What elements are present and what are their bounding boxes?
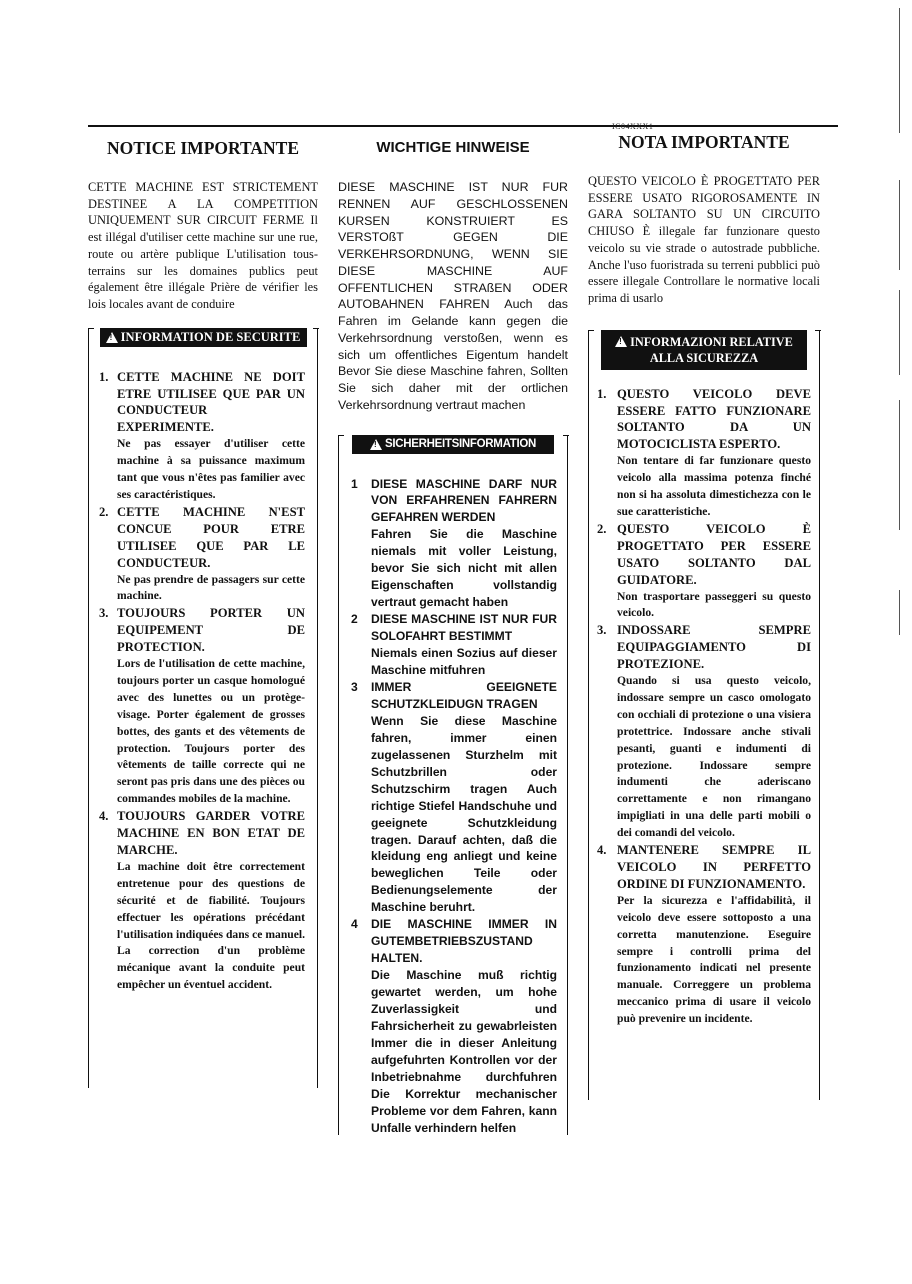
- safety-item: [597, 386, 811, 521]
- item-title: CETTE MACHINE N'EST CONCUE POUR ETRE UTILISEE QUE PAR LE CONDUCTEUR.: [117, 504, 305, 570]
- item-body: La machine doit être correctement entretenue pour des questions de sécurité et de fiabilité. Toujours effectuer les opérations précédant l'utilisation indiquées dans ce manuel. La correction d'un problème mécanique avant la conduite peut empêcher un éventuel accident.: [117, 859, 305, 992]
- safety-list: [339, 454, 567, 1137]
- item-body: Non trasportare passeggeri su questo veicolo.: [617, 589, 811, 620]
- item-number: 3: [351, 679, 358, 694]
- item-title: DIE MASCHINE IMMER IN GUTEMBETRIEBSZUSTAND HALTEN.: [371, 917, 557, 966]
- safety-banner-label: SICHERHEITSINFORMATION: [385, 438, 536, 450]
- safety-information-box: [588, 330, 820, 1100]
- item-title: IMMER GEEIGNETE SCHUTZKLEIDUGN TRAGEN: [371, 679, 557, 711]
- safety-item: [99, 808, 305, 994]
- item-title: CETTE MACHINE NE DOIT ETRE UTILISEE QUE PAR UN CONDUCTEUR EXPERIMENTE.: [117, 369, 305, 435]
- section-title: NOTICE IMPORTANTE: [106, 138, 300, 158]
- section-title: NOTA IMPORTANTE: [618, 132, 790, 152]
- safety-item: [99, 369, 305, 504]
- warning-triangle-icon: [106, 332, 118, 343]
- safety-list: [589, 370, 819, 1028]
- item-body: Die Maschine muß richtig gewartet werden, um hohe Zuverlassigkeit und Fahrsicherheit zu gewabrleisten Immer die in dieser Anleitung aufgefuhrten Kontrollen vor der Inbetriebnahme durchfuhren Die Korrektur mechanischer Probleme vor dem Fahren, kann Unfalle verhindern helfen: [371, 968, 557, 1135]
- item-body: Fahren Sie die Maschine niemals mit voller Leistung, bevor Sie sich nicht mit allen Eigenschaften vollstandig vertraut gemacht haben: [371, 527, 557, 610]
- item-number: 2.: [99, 504, 109, 519]
- item-title: TOUJOURS PORTER UN EQUIPEMENT DE PROTECTION.: [117, 606, 305, 655]
- scan-margin-line: [899, 590, 900, 635]
- item-number: 4.: [99, 809, 109, 824]
- item-number: 1.: [597, 386, 607, 401]
- item-body: Niemals einen Sozius auf dieser Maschine mitfuhren: [371, 646, 557, 677]
- safety-information-box: [88, 328, 318, 1088]
- safety-item: [597, 842, 811, 1028]
- item-number: 1.: [99, 369, 109, 384]
- section-title: WICHTIGE HINWEISE: [376, 139, 530, 156]
- column-german: [338, 128, 568, 1135]
- intro-paragraph: QUESTO VEICOLO È PROGETTATO PER ESSERE USATO RIGOROSAMENTE IN GARA SOLTANTO SU UN CIRCUITO CHIUSO È illegale far funzionare questo veicolo su vie strade o autostrade pubbliche. Anche l'uso fuoristrada su terreni pubblici può essere illegale Controllare le normative locali prima di usarlo: [588, 174, 820, 305]
- item-title: DIESE MASCHINE DARF NUR VON ERFAHRENEN FAHRERN GEFAHREN WERDEN: [371, 476, 557, 525]
- scan-margin-line: [899, 290, 900, 375]
- safety-banner: [352, 435, 554, 454]
- item-body: Per la sicurezza e l'affidabilità, il veicolo deve essere sottoposto a una corretta manutenzione. Eseguire sempre i controlli prima del funzionamento indicati nel presente manuale. Correggere un problema meccanico prima di usare il veicolo può prevenire un incidente.: [617, 893, 811, 1026]
- safety-item: [351, 476, 557, 612]
- safety-item: [351, 611, 557, 679]
- item-title: MANTENERE SEMPRE IL VEICOLO IN PERFETTO ORDINE DI FUNZIONAMENTO.: [617, 843, 811, 891]
- intro-paragraph: CETTE MACHINE EST STRICTEMENT DESTINEE A LA COMPETITION UNIQUEMENT SUR CIRCUIT FERME Il est illégal d'utiliser cette machine sur une rue, route ou artère publique L'utilisation tous-terrains sur les domaines publics peut également être illégale Prière de vérifier les lois locales avant de conduire: [88, 180, 318, 311]
- column-french: [88, 128, 318, 1088]
- safety-banner-label: INFORMATION DE SECURITE: [120, 329, 301, 344]
- safety-item: [597, 521, 811, 622]
- safety-banner: [100, 328, 307, 347]
- document-code: IC04XXX1: [612, 122, 654, 131]
- scan-margin-line: [899, 400, 900, 530]
- item-number: 2: [351, 612, 358, 627]
- warning-triangle-icon: [370, 439, 382, 450]
- item-title: DIESE MASCHINE IST NUR FUR SOLOFAHRT BESTIMMT: [371, 612, 557, 644]
- scan-margin-line: [899, 180, 900, 270]
- safety-banner-label: INFORMAZIONI RELATIVE: [630, 334, 793, 349]
- item-body: Non tentare di far funzionare questo veicolo alla massima potenza finché non si ha assoluta dimestichezza con le sue caratteristiche.: [617, 454, 811, 518]
- column-italian: [588, 122, 820, 1100]
- item-body: Ne pas prendre de passagers sur cette machine.: [117, 572, 305, 603]
- intro-paragraph: DIESE MASCHINE IST NUR FUR RENNEN AUF GESCHLOSSENEN KURSEN KONSTRUIERT ES VERSTOßT GEGEN DIE VERKEHRSORDNUNG, WENN SIE DIESE MASCHINE AUF OFFENTLICHEN STRAßEN ODER AUTOBAHNEN FAHREN Auch das Fahren im Gelande kann gegen die Verkehrsordnung verstoßen, wenn es sich um offentliches Eigentum handelt Bevor Sie diese Maschine fahren, Sollten Sie sich daher mit der ortlichen Verkehrsordnung vertraut machen: [338, 180, 568, 412]
- item-title: QUESTO VEICOLO DEVE ESSERE FATTO FUNZIONARE SOLTANTO DA UN MOTOCICLISTA ESPERTO.: [617, 386, 811, 452]
- safety-item: [99, 504, 305, 605]
- safety-information-box: [338, 435, 568, 1135]
- item-number: 2.: [597, 521, 607, 536]
- item-title: TOUJOURS GARDER VOTRE MACHINE EN BON ETAT DE MARCHE.: [117, 809, 305, 857]
- safety-item: [351, 916, 557, 1136]
- item-body: Lors de l'utilisation de cette machine, toujours porter un casque homologué avec des lunettes ou un protège-visage. Porter également de grosses bottes, des gants et des vêtements de protection. Toujours porter des vêtements de taille correcte qui ne seront pas pris dans une des pièces ou commandes mobiles de la machine.: [117, 657, 305, 806]
- item-number: 1: [351, 476, 358, 491]
- warning-triangle-icon: [615, 336, 627, 347]
- item-number: 3.: [597, 623, 607, 638]
- safety-banner-label-line2: ALLA SICUREZZA: [649, 350, 759, 365]
- safety-banner: [601, 330, 807, 370]
- safety-item: [597, 622, 811, 842]
- item-body: Wenn Sie diese Maschine fahren, immer einen zugelassenen Sturzhelm mit Schutzbrillen oder Schutzschirm tragen Auch richtige Stiefel Handschuhe und geeignete Schutzkleidung tragen. Darauf achten, daß die kleidung eng anliegt und keine beweglichen Teile oder Bedienungselemente der Maschine beruhrt.: [371, 713, 557, 915]
- item-title: INDOSSARE SEMPRE EQUIPAGGIAMENTO DI PROTEZIONE.: [617, 623, 811, 672]
- item-number: 4.: [597, 843, 607, 858]
- item-number: 3.: [99, 606, 109, 621]
- safety-item: [351, 679, 557, 916]
- safety-item: [99, 605, 305, 808]
- item-body: Quando si usa questo veicolo, indossare sempre un casco omologato con occhiali di protezione o una visiera protettrice. Indossare anche stivali pesanti, guanti e indumenti di protezione. Indossare sempre indumenti che aderiscano correttamente e non rimangano impigliati in una delle parti mobili o dei comandi del veicolo.: [617, 674, 811, 840]
- item-title: QUESTO VEICOLO È PROGETTATO PER ESSERE USATO SOLTANTO DAL GUIDATORE.: [617, 521, 811, 587]
- safety-list: [89, 347, 317, 995]
- item-number: 4: [351, 917, 358, 932]
- scan-margin-line: [899, 8, 900, 133]
- item-body: Ne pas essayer d'utiliser cette machine à sa puissance maximum tant que vous n'êtes pas familier avec ses caractéristiques.: [117, 437, 305, 501]
